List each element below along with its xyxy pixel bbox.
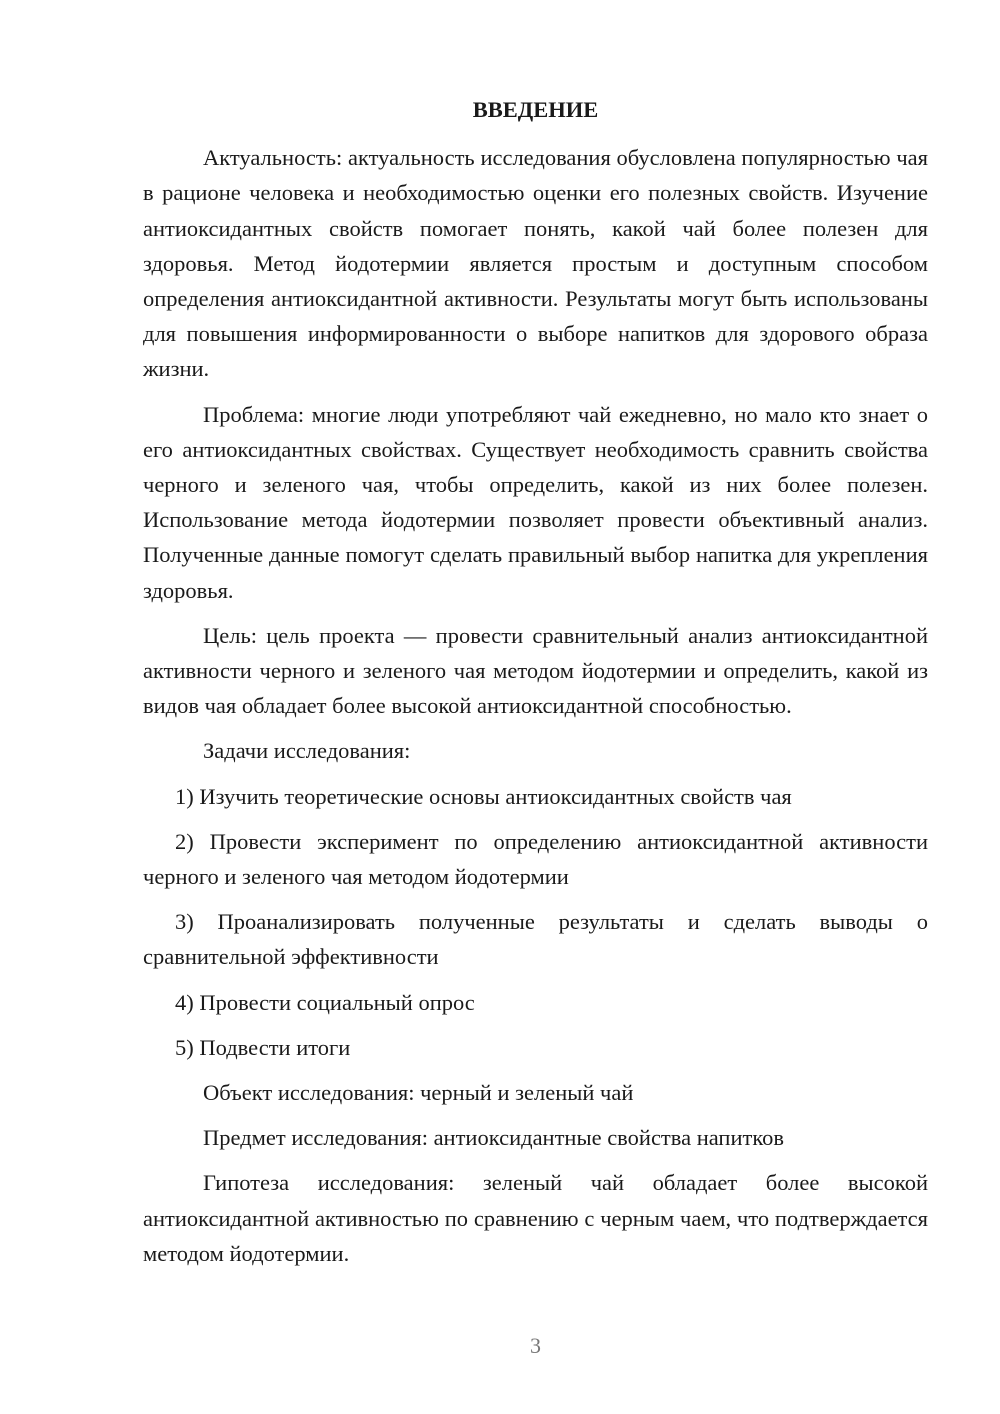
tasks-heading: Задачи исследования:: [203, 738, 411, 764]
task-item-3: 3) Проанализировать полученные результаты и сделать выводы о сравнительной эффективности: [143, 909, 928, 970]
task-item-5: 5) Подвести итоги: [175, 1034, 351, 1060]
paragraph-goal: Цель: цель проекта — провести сравнительный анализ антиоксидантной активности черного и зеленого чая методом йодотермии и определить, какой из видов чая обладает более высокой антиоксидантной способностью.: [143, 622, 928, 719]
task-item-1: 1) Изучить теоретические основы антиоксидантных свойств чая: [175, 783, 792, 809]
paragraph-problem: Проблема: многие люди употребляют чай ежедневно, но мало кто знает о его антиоксидантных свойствах. Существует необходимость сравнить свойства черного и зеленого чая, чтобы определить, какой из них более полезен. Использование метода йодотермии позволяет провести объективный анализ. Полученные данные помогут сделать правильный выбор напитка для укрепления здоровья.: [143, 401, 928, 603]
page-title: ВВЕДЕНИЕ: [472, 97, 599, 122]
paragraph-subject: Предмет исследования: антиоксидантные свойства напитков: [203, 1125, 785, 1151]
page-number: 3: [530, 1333, 541, 1358]
paragraph-hypothesis: Гипотеза исследования: зеленый чай обладает более высокой антиоксидантной активностью по сравнению с черным чаем, что подтверждается методом йодотермии.: [143, 1170, 928, 1266]
paragraph-relevance: Актуальность: актуальность исследования обусловлена популярностью чая в рационе человека и необходимостью оценки его полезных свойств. Изучение антиоксидантных свойств помогает понять, какой чай более полезен для здоровья. Метод йодотермии является простым и доступным способом определения антиоксидантной активности. Результаты могут быть использованы для повышения информированности о выборе напитков для здорового образа жизни.: [143, 145, 928, 382]
paragraph-object: Объект исследования: черный и зеленый чай: [203, 1080, 634, 1106]
document-page: [143, 92, 928, 1281]
task-item-4: 4) Провести социальный опрос: [175, 989, 475, 1015]
task-item-2: 2) Провести эксперимент по определению антиоксидантной активности черного и зеленого чая методом йодотермии: [143, 828, 928, 890]
